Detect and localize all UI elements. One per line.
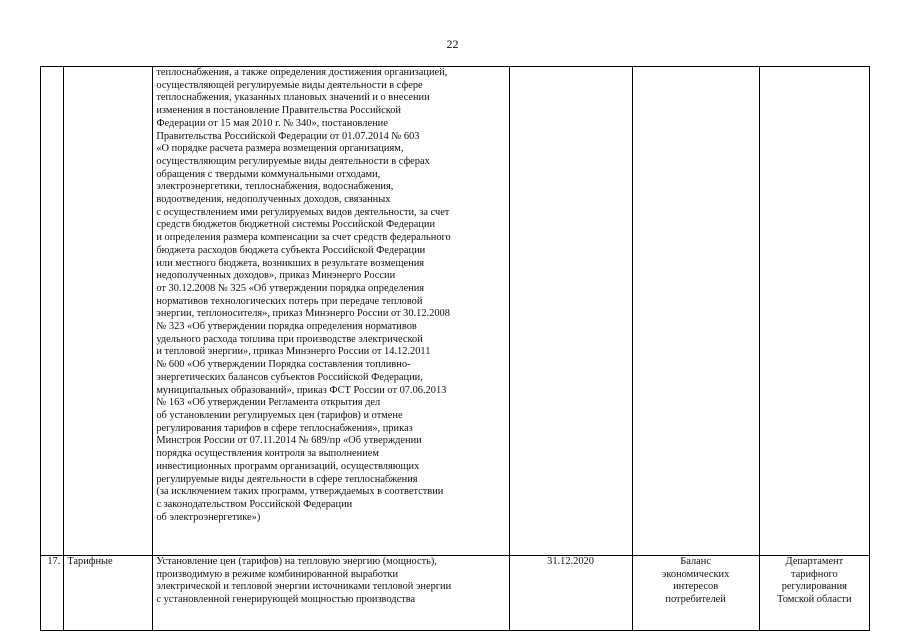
text-line: Баланс — [680, 556, 711, 567]
basis-cell — [632, 67, 759, 556]
text-line: обращения с твердыми коммунальными отходами, — [156, 168, 381, 180]
text-line: № 323 «Об утверждении порядка определения нормативов — [156, 321, 417, 333]
text-line: тарифного — [790, 568, 838, 580]
table-row-17 — [41, 556, 870, 631]
date-cell: 31.12.2020 — [509, 556, 632, 631]
text-line: порядка осуществления контроля за выполнением — [156, 448, 379, 460]
department-cell — [759, 67, 869, 556]
regulation-table — [40, 66, 870, 631]
text-line: с установленной генерирующей мощностью производства — [156, 594, 416, 606]
text-line: производимую в режиме комбинированной выработки — [156, 568, 399, 580]
text-line: удельного расхода топлива при производстве электрической — [156, 333, 423, 345]
text-line: об установлении регулируемых цен (тарифов) и отмене — [156, 409, 403, 421]
basis-cell — [632, 556, 759, 631]
text-line: недополученных доходов», приказ Минэнерго России — [156, 270, 396, 282]
text-line: электроэнергетики, теплоснабжения, водоснабжения, — [156, 181, 394, 193]
description-cell — [153, 556, 509, 631]
row-number-cell: 17. — [41, 556, 64, 631]
basis-text — [636, 556, 756, 607]
text-line: и определения размера компенсации за счет средств федерального — [156, 232, 451, 244]
text-line: изменения в постановление Правительства Российской — [156, 105, 401, 117]
department-text — [763, 556, 866, 607]
text-line: и тепловой энергии», приказ Минэнерго России от 14.12.2011 — [156, 346, 431, 358]
text-line: (за исключением таких программ, утверждаемых в соответствии — [156, 486, 444, 498]
text-line: экономических — [661, 568, 730, 580]
row-number-cell — [41, 67, 64, 556]
text-line: электрической и тепловой энергии источниками тепловой энергии — [156, 581, 452, 593]
text-line: теплоснабжения, указанных плановых значений и о внесении — [156, 92, 430, 104]
text-line: средств бюджетов бюджетной системы Российской Федерации — [156, 219, 436, 231]
text-line: Правительства Российской Федерации от 01.07.2014 № 603 — [156, 130, 420, 142]
description-cell — [153, 67, 509, 556]
text-line: муниципальных образований», приказ ФСТ России от 07.06.2013 — [156, 384, 447, 396]
row-name-cell — [64, 67, 153, 556]
text-line: регулируемые виды деятельности в сфере теплоснабжения — [156, 473, 418, 485]
text-line: № 600 «Об утверждении Порядка составления топливно- — [156, 359, 411, 371]
department-cell — [759, 556, 869, 631]
text-line: осуществляющей регулируемые виды деятельности в сфере — [156, 79, 423, 91]
text-line: Минстроя России от 07.11.2014 № 689/пр «Об утверждении — [156, 435, 422, 447]
page-number: 22 — [446, 37, 459, 51]
text-line: инвестиционных программ организаций, осуществляющих — [156, 460, 420, 472]
text-line: с осуществлением ими регулируемых видов деятельности, за счет — [156, 206, 450, 218]
text-line: интересов — [673, 581, 719, 593]
text-line: Томской области — [777, 594, 852, 606]
row-name-cell: Тарифные — [64, 556, 153, 631]
text-line: потребителей — [665, 594, 726, 606]
text-line: энергии, теплоносителя», приказ Минэнерго России от 30.12.2008 — [156, 308, 450, 320]
text-line: Федерации от 15 мая 2010 г. № 340», постановление — [156, 117, 388, 129]
text-line: теплоснабжения, а также определения достижения организацией, — [156, 67, 448, 78]
text-line: с законодательством Российской Федерации — [156, 498, 353, 510]
text-line: № 163 «Об утверждении Регламента открытия дел — [156, 397, 381, 409]
text-line: Департамент — [785, 556, 844, 567]
text-line: нормативов технологических потерь при передаче тепловой — [156, 295, 423, 307]
text-line: энергетических балансов субъектов Российской Федерации, — [156, 371, 423, 383]
table-row-continuation — [41, 67, 870, 556]
text-line: или местного бюджета, возникших в результате возмещения — [156, 257, 425, 269]
date-cell — [509, 67, 632, 556]
text-line: регулирования — [781, 581, 847, 593]
text-line: осуществляющим регулируемые виды деятельности в сферах — [156, 155, 430, 167]
text-line: бюджета расходов бюджета субъекта Российской Федерации — [156, 244, 426, 256]
description-text — [156, 556, 505, 607]
text-line: Установление цен (тарифов) на тепловую энергию (мощность), — [156, 556, 437, 567]
text-line: «О порядке расчета размера возмещения организациям, — [156, 143, 404, 155]
text-line: об электроэнергетике») — [156, 511, 261, 523]
text-line: водоотведения, недополученных доходов, связанных — [156, 194, 391, 206]
text-line: от 30.12.2008 № 325 «Об утверждении порядка определения — [156, 282, 425, 294]
description-text — [156, 67, 505, 524]
text-line: регулирования тарифов в сфере теплоснабжения», приказ — [156, 422, 413, 434]
